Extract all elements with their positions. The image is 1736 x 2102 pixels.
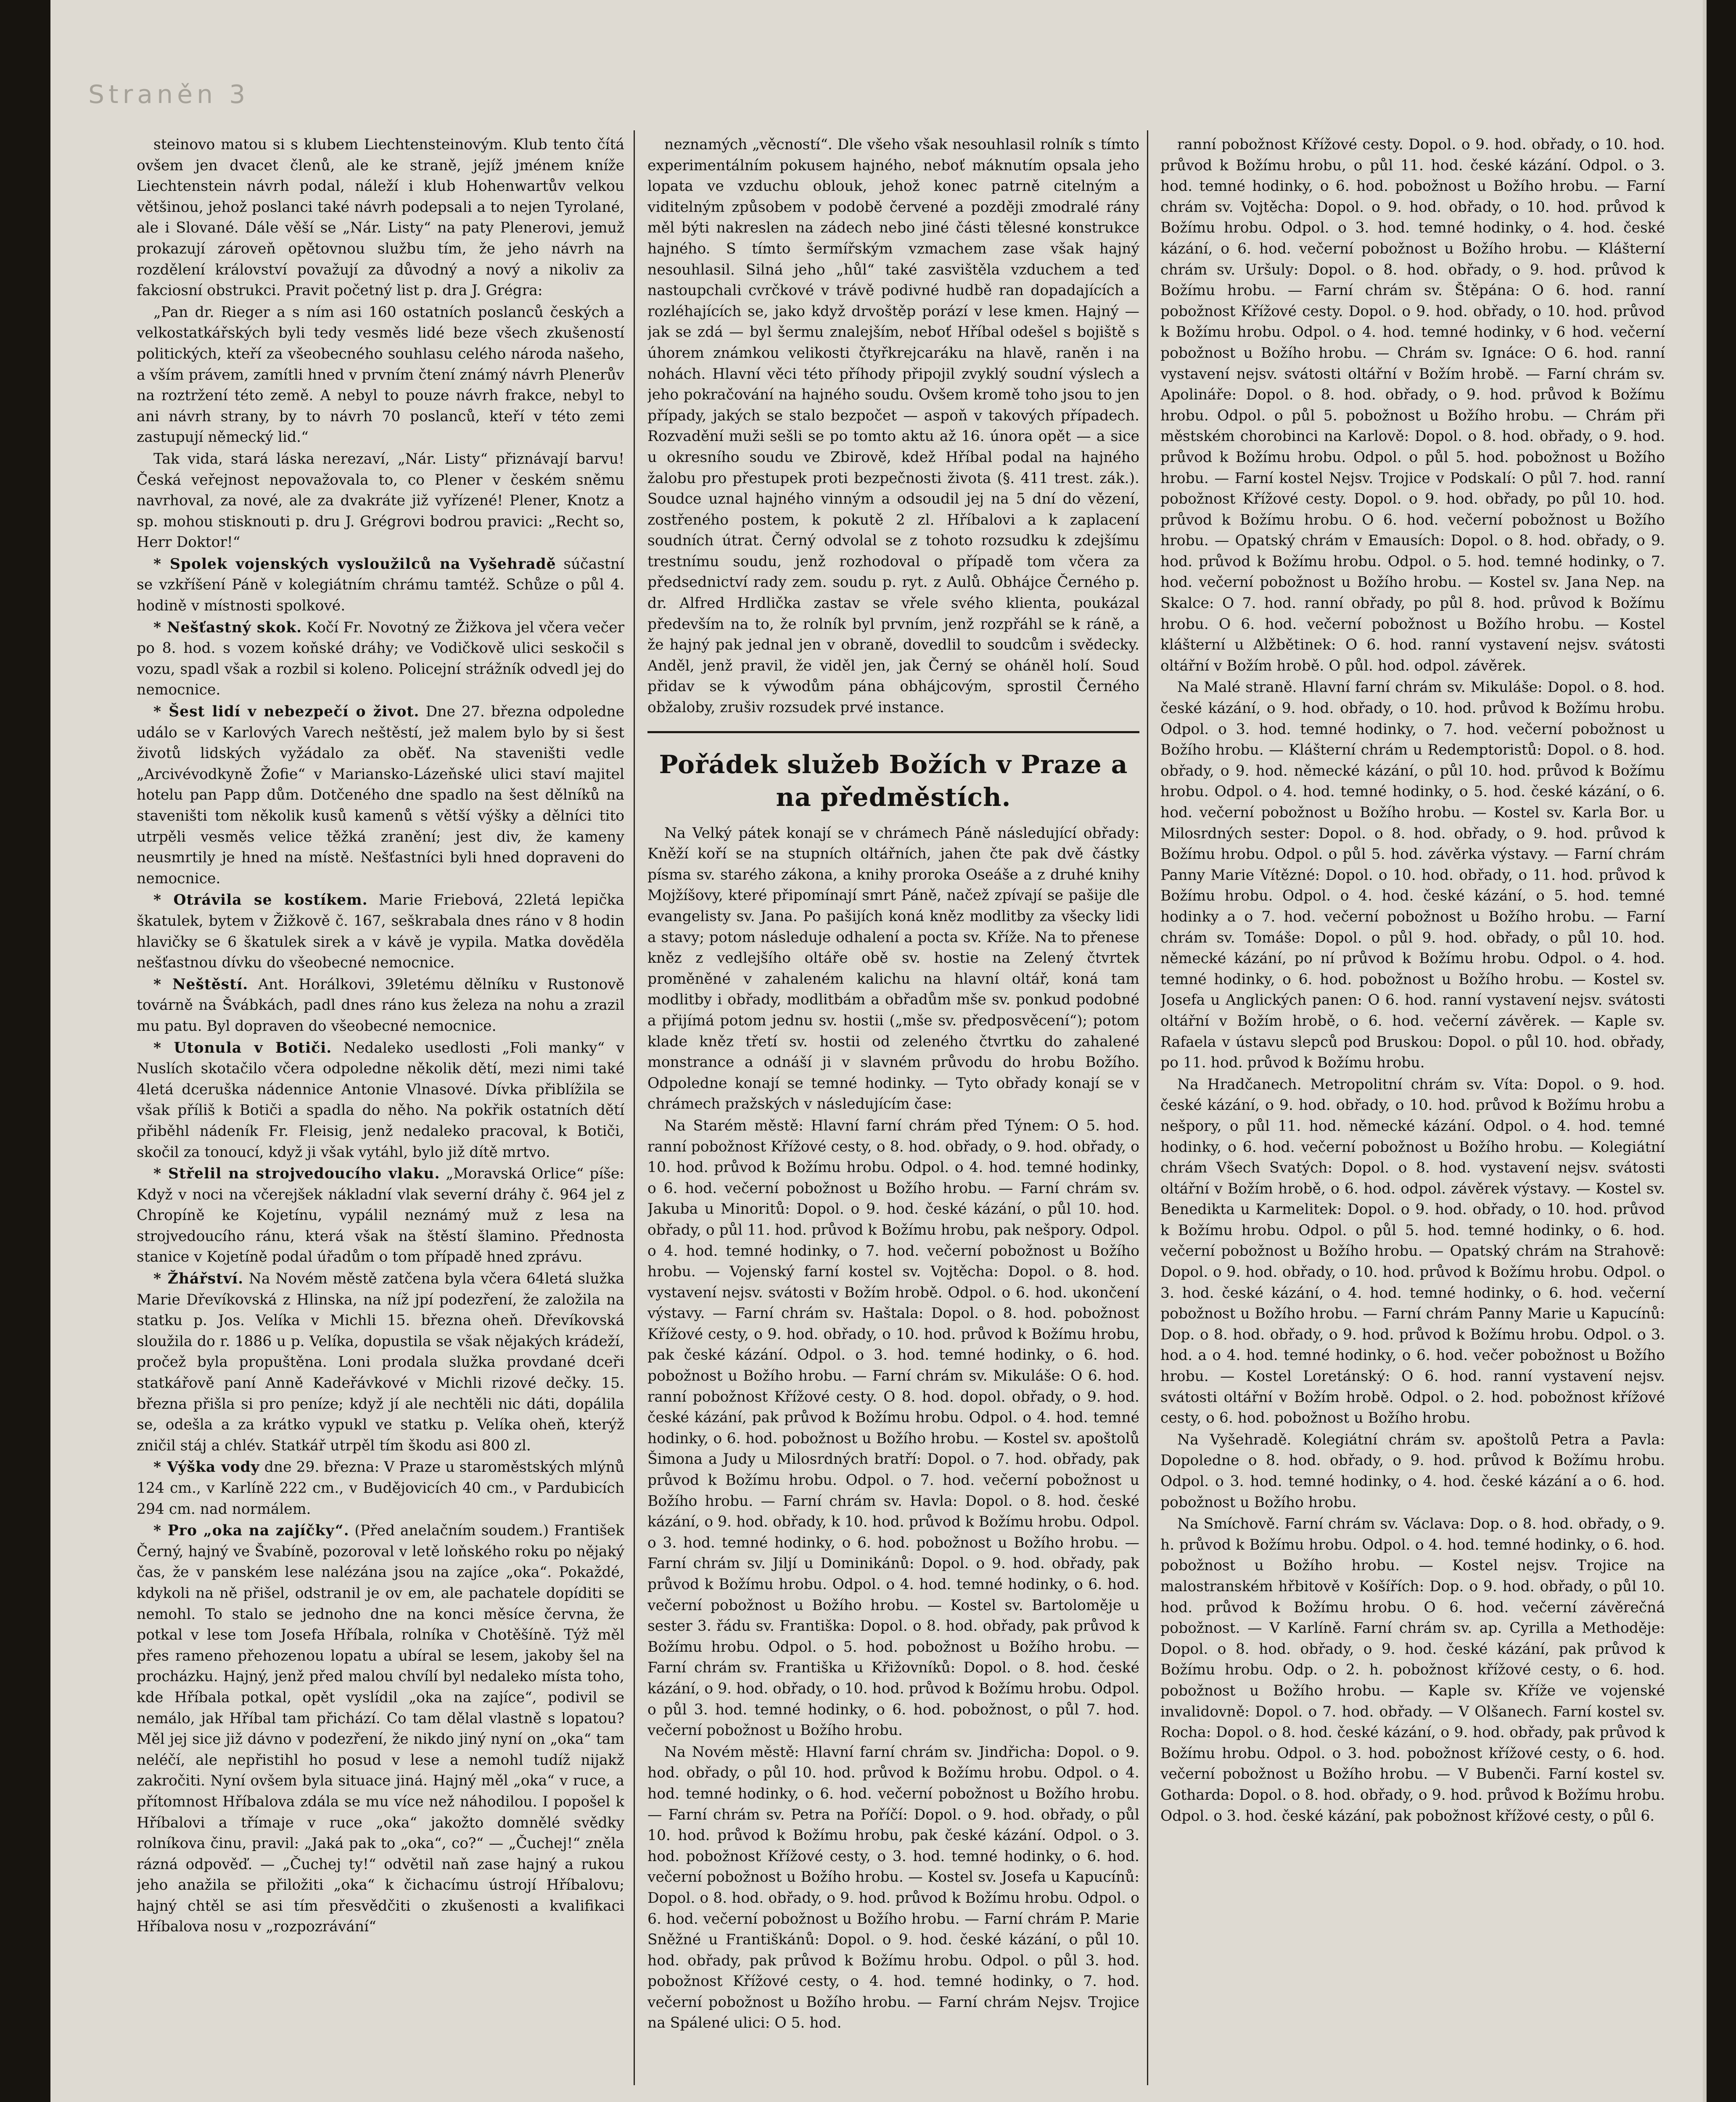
scan-edge-right [1707,0,1736,2102]
section-divider [647,731,1139,733]
news-item [137,618,624,701]
news-item [137,1038,624,1163]
service-paragraph: Na Smíchově. Farní chrám sv. Václava: Dop. o 8. hod. obřady, o 9. h. průvod k Božímu hrobu. Odpol. o 4. hod. temné hodinky, o 6. hod. pobožnost u Božího hrobu. — Kostel nejsv. Trojice na malostranském hřbitově v Košířích: Dop. o 9. hod. obřady, o půl 10. hod. průvod k Božímu hrobu. O 6. hod. večerní závěrečná pobožnost. — V Karlíně. Farní chrám sv. ap. Cyrilla a Methoděje: Dopol. o 8. hod. obřady, o 9. hod. české kázání, pak průvod k Božímu hrobu. Odp. o 2. h. pobožnost křížové cesty, o 6. hod. pobožnost u Božího hrobu. — Kaple sv. Kříže ve vojenské invalidovně: Dopol. o 7. hod. obřady. — V Olšanech. Farní kostel sv. Rocha: Dopol. o 8. hod. české kázání, o 9. hod. obřady, pak průvod k Božímu hrobu. Odpol. o 3. hod. pobožnost křížové cesty, o 6. hod. večerní pobožnost u Božího hrobu. — V Bubenči. Farní kostel sv. Gotharda: Dopol. o 8. hod. obřady, o 9. hod. průvod k Božímu hrobu. Odpol. o 3. hod. české kázání, pak pobožnost křížové cesty, o půl 6. [1160,1516,1665,1825]
news-item-heading: * Střelil na strojvedoucího vlaku. [153,1165,440,1183]
news-item-heading: * Otrávila se kostíkem. [153,892,368,909]
news-item-text: Na Novém městě zatčena byla včera 64letá služka Marie Dřevíkovská z Hlinska, na níž jpí podezření, že založila na statku p. Jos. Velíka v Michli 15. března oheň. Dřevíkovská sloužila do r. 1886 u p. Velíka, dopustila se však nějakých krádeží, pročež byla propuštěna. Loni prodala služka provdané dceři statkářově paní Anně Kadeřávkové v Michli rizové dečky. 15. března přišla si pro peníze; když jí ale nechtěli nic dáti, dopálila se, odešla a za krátko vypukl ve statku p. Velíka oheň, kterýž zničil stáj a chlév. Statkář utrpěl tím škodu asi 800 zl. [137,1270,624,1454]
news-item-text: Dne 27. března odpoledne událo se v Karlových Varech neštěstí, jež malem bylo by si šest životů lidských vyžádalo za oběť. Na staveništi vedle „Arcivévodkyně Žofie“ v Mariansko-Lázeňské ulici staví majitel hotelu pan Papp dům. Dotčeného dne spadlo na šest dělníků na staveništi tom několik kusů kamenů s větší výšky a dělníci tito utrpěli vesměs velice těžká zranění; jest div, že kameny neusmrtily je hned na místě. Nešťastníci byli hned dopraveni do nemocnice. [137,703,624,887]
column-rule [1147,130,1148,2085]
news-item-text: súčastní se vzkříšení Páně v kolegiátním chrámu tamtéž. Schůze o půl 4. hodině v místnosti spolkové. [137,555,624,615]
service-paragraph: Na Starém městě: Hlavní farní chrám před Týnem: O 5. hod. ranní pobožnost Křížové cesty, o 8. hod. obřady, o 9. hod. obřady, o 10. hod. průvod k Božímu hrobu. Odpol. o 4. hod. temné hodinky, o 6. hod. večerní pobožnost u Božího hrobu. — Farní chrám sv. Jakuba u Minoritů: Dopol. o 9. hod. české kázání, o půl 10. hod. obřady, o půl 11. hod. průvod k Božímu hrobu, pak nešpory. Odpol. o 4. hod. temné hodinky, o 7. hod. večerní pobožnost u Božího hrobu. — Vojenský farní kostel sv. Vojtěcha: Dopol. o 8. hod. vystavení nejsv. svátosti v Božím hrobě. Odpol. o 6. hod. ukončení výstavy. — Farní chrám sv. Haštala: Dopol. o 8. hod. pobožnost Křížové cesty, o 9. hod. obřady, o 10. hod. průvod k Božímu hrobu, pak české kázání. Odpol. o 3. hod. temné hodinky, o 6. hod. pobožnost u Božího hrobu. — Farní chrám sv. Mikuláše: O 6. hod. ranní pobožnost Křížové cesty. O 8. hod. dopol. obřady, o 9. hod. české kázání, pak průvod k Božímu hrobu. Odpol. o 4. hod. temné hodinky, o 6. hod. pobožnost u Božího hrobu. — Kostel sv. apoštolů Šimona a Judy u Milosrdných bratří: Dopol. o 7. hod. obřady, pak průvod k Božímu hrobu. Odpol. o 7. hod. večerní pobožnost u Božího hrobu. — Farní chrám sv. Havla: Dopol. o 8. hod. české kázání, o 9. hod. obřady, k 10. hod. průvod k Božímu hrobu. Odpol. o 3. hod. temné hodinky, o 6. hod. pobožnost u Božího hrobu. — Farní chrám sv. Jiljí u Dominikánů: Dopol. o 9. hod. obřady, pak průvod k Božímu hrobu. Odpol. o 4. hod. temné hodinky, o 6. hod. večerní pobožnost u Božího hrobu. — Kostel sv. Bartoloměje u sester 3. řádu sv. Františka: Dopol. o 8. hod. obřady, pak průvod k Božímu hrobu. Odpol. o 5. hod. pobožnost u Božího hrobu. — Farní chrám sv. Františka u Křižovníků: Dopol. o 8. hod. české kázání, o 9. hod. obřady, o 10. hod. průvod k Božímu hrobu. Odpol. o půl 3. hod. temné hodinky, o 6. hod. pobožnost, o půl 7. hod. večerní pobožnost u Božího hrobu. [647,1117,1139,1739]
news-item-text: Ant. Horálkovi, 39letému dělníku v Rustonově továrně na Švábkách, padl dnes ráno kus železa na nohu a zrazil mu patu. Byl dopraven do všeobecné nemocnice. [137,976,624,1035]
service-paragraph: Na Novém městě: Hlavní farní chrám sv. Jindřicha: Dopol. o 9. hod. obřady, o půl 10. hod. průvod k Božímu hrobu. Odpol. o 4. hod. temné hodinky, o 6. hod. večerní pobožnost u Božího hrobu. — Farní chrám sv. Petra na Poříčí: Dopol. o 9. hod. obřady, o půl 10. hod. průvod k Božímu hrobu, pak české kázání. Odpol. o 3. hod. pobožnost Křížové cesty, o 3. hod. temné hodinky, o 6. hod. večerní pobožnost u Božího hrobu. — Kostel sv. Josefa u Kapucínů: Dopol. o 8. hod. obřady, o 9. hod. průvod k Božímu hrobu. Odpol. o 6. hod. večerní pobožnost u Božího hrobu. — Farní chrám P. Marie Sněžné u Františkánů: Dopol. o 9. hod. české kázání, o půl 10. hod. obřady, pak průvod k Božímu hrobu. Odpol. o půl 3. hod. pobožnost Křížové cesty, o 4. hod. temné hodinky, o 7. hod. večerní pobožnost u Božího hrobu. — Farní chrám Nejsv. Trojice na Spálené ulici: O 5. hod. [647,1743,1139,2032]
news-item-heading: * Nešťastný skok. [153,619,302,636]
article-paragraph: steinovo matou si s klubem Liechtensteinovým. Klub tento čítá ovšem jen dvacet členů, ale ke straně, jejíž jménem kníže Liechtenstein návrh podal, náleží i klub Hohenwartův velkou většinou, jehož poslanci také návrh podepsali a to nejen Tyrolané, ale i Slované. Dále věší se „Nár. Listy“ na paty Plenerovi, jemuž prokazují zároveň opětovnou službu tím, že jeho návrh na rozdělení království považují za důvodný a nový a nikoliv za fakciosní obstrukci. Pravit početný list p. dra J. Grégra: [137,136,624,299]
news-item-text: Nedaleko usedlosti „Foli manky“ v Nuslích skotačilo včera odpoledne několik dětí, mezi nimi také 4letá dceruška nádennice Antonie Vlnasové. Dívka přiblížila se však příliš k Botiči a spadla do něho. Na pokřik ostatních dětí přiběhl nádeník Fr. Fleisig, jenž nedaleko pracoval, k Botiči, skočil za tonoucí, když ji však vytáhl, bylo již dítě mrtvo. [137,1039,624,1161]
news-item-heading: * Neštěstí. [153,976,248,993]
column-rule [634,130,635,2085]
column-1 [137,135,624,2085]
news-item [137,890,624,973]
news-item-heading: * Žhářství. [153,1270,244,1288]
news-item [137,974,624,1037]
section-headline: Pořádek služeb Božích v Praze a na předměstích. [659,750,1128,812]
news-item-text: Kočí Fr. Novotný ze Žižkova jel včera večer po 8. hod. s vozem koňské dráhy; ve Vodičkově ulici seskočil s vozu, spadl však a rozbil si koleno. Policejní strážník odvedl jej do nemocnice. [137,619,624,699]
service-paragraph: Na Malé straně. Hlavní farní chrám sv. Mikuláše: Dopol. o 8. hod. české kázání, o 9. hod. obřady, o 10. hod. průvod k Božímu hrobu. Odpol. o 3. hod. temné hodinky, o 7. hod. večerní pobožnost u Božího hrobu. — Klášterní chrám u Redemptoristů: Dopol. o 8. hod. obřady, o 9. hod. německé kázání, o půl 10. hod. průvod k Božímu hrobu. Odpol. o 4. hod. temné hodinky, o 5. hod. české kázání, o 6. hod. večerní pobožnost u Božího hrobu. — Kostel sv. Karla Bor. u Milosrdných sester: Dopol. o 8. hod. obřady, o 9. hod. průvod k Božímu hrobu. Odpol. o půl 5. hod. závěrka výstavy. — Farní chrám Panny Marie Vítězné: Dopol. o 10. hod. obřady, o 11. hod. průvod k Božímu hrobu. Odpol. o 4. hod. české kázání, o 5. hod. temné hodinky a o 7. hod. večerní pobožnost u Božího hrobu. — Farní chrám sv. Tomáše: Dopol. o půl 9. hod. obřady, o půl 10. hod. německé kázání, po ní průvod k Božímu hrobu. Odpol. o 4. hod. temné hodinky, o 6. hod. pobožnost u Božího hrobu. — Kostel sv. Josefa u Anglických panen: O 6. hod. ranní vystavení nejsv. svátosti oltářní v Božím hrobě, o 6. hod. večerní závěrek. — Kaple sv. Rafaela v ústavu slepců pod Bruskou: Dopol. o půl 10. hod. obřady, po 11. hod. průvod k Božímu hrobu. [1160,679,1665,1072]
news-item-heading: * Spolek vojenských vysloužilců na Vyšehradě [153,555,556,573]
column-3 [1160,135,1665,2085]
article-paragraph: neznamých „věcností“. Dle všeho však nesouhlasil rolník s tímto experimentálním pokusem hajného, neboť máknutím opsala jeho lopata ve vzduchu oblouk, jehož konec patrně citelným a viditelným způsobem v podobě červené a později zmodralé rány měl býti nakreslen na zádech nebo jiné části tělesné konstrukce hajného. S tímto šermířským vzmachem zase však hajný nesouhlasil. Silná jeho „hůl“ také zasvištěla vzduchem a teď nastoupchali cvrčkové v trávě podivné hudbě ran dopadajících a rozléhajících se, jako když drvoštěp porází v lese kmen. Hajný — jak se zdá — byl šermu znalejším, neboť Hříbal odešel s bojiště s úhorem známkou velikosti čtyřkrejcaráku na hlavě, raněn i na nohách. Hlavní věci této příhody připojil zvyklý soudní výslech a jeho pokračování na hajného soudu. Ovšem kromě toho jsou to jen případy, jakých se stalo bezpočet — aspoň v takových případech. Rozvadění muži sešli se po tomto aktu až 16. února opět — a sice u okresního soudu ve Zbirově, kdež Hříbal podal na hajného žalobu pro přestupek proti bezpečnosti života (§. 411 trest. zák.). Soudce uznal hajného vinným a odsoudil jej na 5 dní do vězení, zostřeného postem, k pokutě 2 zl. Hříbalovi a k zaplacení soudních útrat. Černý odvolal se z tohoto rozsudku k zdejšímu trestnímu soudu, jenž rozhodoval o případě tom včera za předsednictví rady zem. soudu p. ryt. z Aulů. Obhájce Černého p. dr. Alfred Hrdlička zastav se vřele svého klienta, poukázal především na to, že rolník byl prvním, jenž rozpřáhl se k ráně, a že hajný pak jednal jen v obraně, dovedlil to soudcům i svědecky. Anděl, jenž pravil, že viděl jen, jak Černý se oháněl holí. Soud přidav se k výwodům pána obhájcovým, sprostil Černého obžaloby, zrušiv rozsudek prvé instance. [647,136,1139,716]
news-item-heading: * Utonula v Botiči. [153,1039,332,1056]
service-paragraph: ranní pobožnost Křížové cesty. Dopol. o 9. hod. obřady, o 10. hod. průvod k Božímu hrobu, o půl 11. hod. české kázání. Odpol. o 3. hod. temné hodinky, o 6. hod. pobožnost u Božího hrobu. — Farní chrám sv. Vojtěcha: Dopol. o 9. hod. obřady, o 10. hod. průvod k Božímu hrobu. Odpol. o 3. hod. temné hodinky, o 4. hod. české kázání, o 6. hod. večerní pobožnost u Božího hrobu. — Klášterní chrám sv. Uršuly: Dopol. o 8. hod. obřady, o 9. hod. průvod k Božímu hrobu. — Farní chrám sv. Štěpána: O 6. hod. ranní pobožnost Křížové cesty. Dopol. o 9. hod. obřady, o 10. hod. průvod k Božímu hrobu. Odpol. o 4. hod. temné hodinky, v 6 hod. večerní pobožnost u Božího hrobu. — Chrám sv. Ignáce: O 6. hod. ranní vystavení nejsv. svátosti oltářní v Božím hrobě. — Farní chrám sv. Apolináře: Dopol. o 8. hod. obřady, o 9. hod. průvod k Božímu hrobu. Odpol. o půl 5. pobožnost u Božího hrobu. — Chrám při městském chorobinci na Karlově: Dopol. o 8. hod. obřady, o 9. hod. průvod k Božímu hrobu. Odpol. o půl 5. hod. pobožnost u Božího hrobu. — Farní kostel Nejsv. Trojice v Podskalí: O půl 7. hod. ranní pobožnost Křížové cesty. Dopol. o 9. hod. obřady, po půl 10. hod. průvod k Božímu hrobu. O 6. hod. večerní pobožnost u Božího hrobu. — Opatský chrám v Emausích: Dopol. o 8. hod. obřady, o 9. hod. průvod k Božímu hrobu. Odpol. o 5. hod. temné hodinky, o 7. hod. večerní pobožnost u Božího hrobu. — Kostel sv. Jana Nep. na Skalce: O 7. hod. ranní obřady, po půl 8. hod. průvod k Božímu hrobu. O 6. hod. večerní pobožnost u Božího hrobu. — Kostel klášterní u Alžbětinek: O 6. hod. ranní vystavení nejsv. svátosti oltářní v Božím hrobě. O půl. hod. odpol. závěrek. [1160,136,1665,674]
news-item [137,702,624,889]
service-paragraph: Na Vyšehradě. Kolegiátní chrám sv. apoštolů Petra a Pavla: Dopoledne o 8. hod. obřady, o 9. hod. průvod k Božímu hrobu. Odpol. o 3. hod. temné hodinky, o 4. hod. české kázání a o 6. hod. pobožnost u Božího hrobu. [1160,1431,1665,1511]
news-item [137,1164,624,1268]
service-paragraph: Na Velký pátek konají se v chrámech Páně následující obřady: Kněží koří se na stupních oltářních, jahen čte pak dvě částky písma sv. starého zákona, a knihy proroka Oseáše a z druhé knihy Mojžíšovy, které připomínají smrt Páně, načež zpívají se pašije dle evangelisty sv. Jana. Po pašijích koná kněz modlitby za všecky lidi a stavy; potom následuje odhalení a pocta sv. Kříže. Na to přenese kněz z vedlejšího oltáře obě sv. hostie na Zelený čtvrtek proměněné v zahaleném kalichu na hlavní oltář, koná tam modlitby i obřady, modlitbám a obřadům mše sv. ponkud podobné a přijímá potom jednu sv. hostii („mše sv. předposvěcení“); potom klade kněz třetí sv. hostii od zeleného čtvrtku do zahalené monstrance a odnáší ji v slavném průvodu do hrobu Božího. Odpoledne konají se temné hodinky. — Tyto obřady konají se v chrámech pražských v následujícím čase: [647,824,1139,1113]
news-item-text: Marie Friebová, 22letá lepička škatulek, bytem v Žižkově č. 167, seškrabala dnes ráno v 8 hodin hlavičky se 6 škatulek sirek a v kávě je vypila. Matka dověděla nešťastnou dívku do všeobecné nemocnice. [137,892,624,972]
news-item-heading: * Pro „oka na zajíčky“. [153,1522,349,1540]
running-head: Straněn 3 [88,80,250,109]
scan-edge-left [0,0,50,2102]
news-item-heading: * Výška vody [153,1459,260,1476]
news-item [137,1269,624,1456]
news-item [137,554,624,617]
column-2 [647,135,1139,2085]
news-item-text: dne 29. března: V Praze u staroměstských mlýnů 124 cm., v Karlíně 222 cm., v Budějovicích 40 cm., v Pardubicích 294 cm. nad normálem. [137,1459,624,1518]
article-paragraph: Tak vida, stará láska nerezaví, „Nár. Listy“ přiznávají barvu! Česká veřejnost nepovažovala to, co Plener v českém sněmu navrhoval, za nové, ale za dvakráte již vyřízené! Plener, Knotz a sp. mohou stisknouti p. dru J. Grégrovi bodrou pravici: „Recht so, Herr Doktor!“ [137,450,624,551]
news-item [137,1521,624,1938]
news-item-text: „Moravská Orlice“ píše: Když v noci na včerejšek nákladní vlak severní dráhy č. 964 jel z Chropíně ke Kojetínu, vypálil neznámý muž z lesa na strojvedoucího ránu, která však na štěstí šlamino. Přednosta stanice v Kojetíně podal úřadům o tom případě hned zprávu. [137,1165,624,1266]
service-paragraph: Na Hradčanech. Metropolitní chrám sv. Víta: Dopol. o 9. hod. české kázání, o 9. hod. obřady, o 10. hod. průvod k Božímu hrobu a nešpory, o půl 11. hod. německé kázání. Odpol. o 4. hod. temné hodinky, o 6. hod. večerní pobožnost u Božího hrobu. — Kolegiátní chrám Všech Svatých: Dopol. o 8. hod. vystavení nejsv. svátosti oltářní v Božím hrobě, o 6. hod. odpol. závěrek výstavy. — Kostel sv. Benedikta u Karmelitek: Dopol. o 9. hod. obřady, o 10. hod. průvod k Božímu hrobu. Odpol. o půl 5. hod. temné hodinky, o 6. hod. večerní pobožnost u Božího hrobu. — Opatský chrám na Strahově: Dopol. o 9. hod. obřady, o 10. hod. průvod k Božímu hrobu. Odpol. o 3. hod. české kázání, o 4. hod. temné hodinky, o 6. hod. večerní pobožnost u Božího hrobu. — Farní chrám Panny Marie u Kapucínů: Dop. o 8. hod. obřady, o 9. hod. průvod k Božímu hrobu. Odpol. o 3. hod. a o 4. hod. temné hodinky, o 6. hod. večer pobožnost u Božího hrobu. — Kostel Loretánský: O 6. hod. ranní vystavení nejsv. svátosti oltářní v Božím hrobě. Odpol. o 2. hod. pobožnost křížové cesty, o 6. hod. pobožnost u Božího hrobu. [1160,1076,1665,1427]
news-item [137,1457,624,1520]
news-item-text: (Před anelačním soudem.) František Černý, hajný ve Švabíně, pozoroval v letě loňského roku po nějaký čas, že v panském lese nalézána jsou na zajíce „oka“. Pokaždé, kdykoli na ně přišel, odstranil je ov em, ale pachatele dopíditi se nemohl. To stalo se jednoho dne na konci měsíce června, že potkal v lese tom Josefa Hříbala, rolníka v Chotěšíně. Týž měl přes rameno přehozenou lopatu a ubíral se lesem, jakoby šel na procházku. Hajný, jenž před malou chvílí byl nedaleko místa toho, kde Hříbala potkal, opět vyslídil „oka na zajíce“, podivil se nemálo, jak Hříbal tam přichází. Co tam dělal vlastně s lopatou? Měl jej sice již dávno v podezření, že nikdo jiný nyní on „oka“ tam neléčí, ale nepřistihl ho posud v lese a nemohl tudíž nijakž zakročiti. Nyní ovšem byla situace jiná. Hajný měl „oka“ v ruce, a přítomnost Hříbalova zdála se mu více než náhodilou. I popošel k Hříbalovi a třímaje v ruce „oka“ jakožto domnělé svědky rolníkova činu, pravil: „Jaká pak to „oka“, co?“ — „Čuchej!“ zněla rázná odpověď. — „Čuchej ty!“ odvětil naň zase hajný a rukou jeho anažila se přiložiti „oka“ k čichacímu ústrojí Hříbalovu; hajný chtěl se asi tím přesvědčiti o zkušenosti a kvalifikaci Hříbalova nosu v „rozpozrávání“ [137,1522,624,1936]
news-item-heading: * Šest lidí v nebezpečí o život. [153,703,420,721]
article-quote: „Pan dr. Rieger a s ním asi 160 ostatních poslanců českých a velkostatkářských byli tedy vesměs lidé beze všech zkušeností politických, kteří za všeobecného souhlasu celého národa našeho, a vším právem, zamítli hned v prvním čtení známý návrh Plenerův na roztržení této země. A nebyl to pouze návrh frakce, nebyl to ani návrh strany, by to návrh 70 poslanců, kteří v této zemi zastupují německý lid.“ [137,304,624,446]
